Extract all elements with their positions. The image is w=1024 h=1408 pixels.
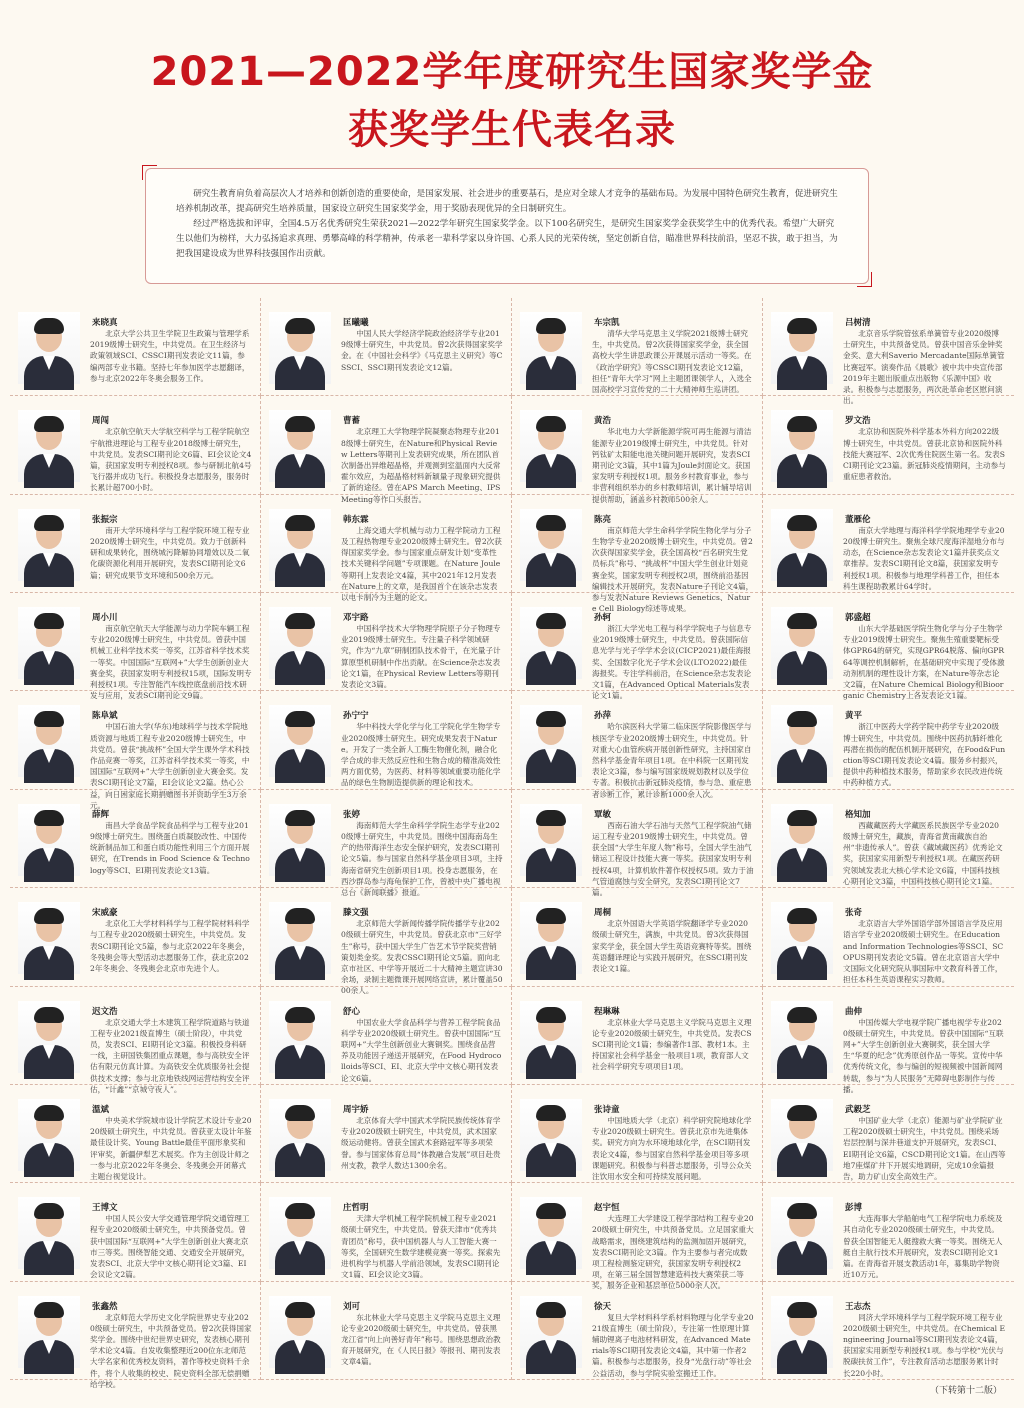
student-bio: 中国人民公安大学交通管理学院交通管理工程专业2020级硕士研究生，中共预备党员。曾获中国国际“互联网+”大学生创新创业大赛北京市三等奖。围绕智能交通、交通安全开展研究，发表SCI、北京大学中文核心期刊论文3篇、EI会议论文2篇。 [90,1214,250,1280]
student-bio: 南京航空航天大学能源与动力学院车辆工程专业2020级博士研究生，中共党员。曾获中国机械工业科学技术奖一等奖，江苏省科学技术奖一等奖。中国国际“互联网+”大学生创新创业大赛金奖，获国家发明专利授权15项，国际发明专利授权1项。专注智能汽车线控底盘前沿技术研发与应用，发表SCI期刊论文9篇。 [90,624,252,701]
intro-paragraph: 研究生教育肩负着高层次人才培养和创新创造的重要使命，是国家发展、社会进步的重要基石，是应对全球人才竞争的基础布局。为发展中国特色研究生教育，促进研究生培养机制改革，提高研究生培养质量，国家设立研究生国家奖学金，用于奖励表现优异的全日制研究生。 [176,189,838,214]
student-name: 刘可 [343,1301,361,1312]
student-photo [771,1296,833,1368]
student-name: 格知加 [845,809,871,820]
student-photo [771,705,833,777]
student-bio: 南京师范大学生命科学学院生物化学与分子生物学专业2020级博士研究生，中共党员。曾2次获得国家奖学金，获全国高校“百名研究生党员标兵”称号、“挑战杯”中国大学生创业计划竞赛金奖，国家发明专利授权2项，围绕前沿基因编辑技术开展研究，发表Nature子刊论文4篇，参与发表Nature Reviews Genetics、Nature Cell Biology综述等成果。 [592,525,754,614]
page-title-line2: 获奖学生代表名录 [348,107,676,153]
student-photo [771,1001,833,1073]
student-name: 曲伸 [845,1006,863,1017]
student-bio: 中国科学技术大学物理学院原子分子物理专业2019级博士研究生。专注量子科学领域研究，作为“九章”研制团队技术骨干，在光量子计算原型机研制中作出贡献。在Science杂志发表论文1篇，在Physical Review Letters等期刊发表论文3篇。 [341,624,501,690]
student-name: 孙宁宁 [343,711,369,722]
student-name: 邓宇路 [343,613,369,624]
student-bio: 北京大学公共卫生学院卫生政策与管理学系2019级博士研究生，中共党员。在卫生经济与政策领域SCI、CSSCI期刊发表论文11篇，参编两部专业书籍。坚持七年参加医学志愿翻译，参与北京2022年冬奥会服务工作。 [90,329,250,383]
student-name: 宋威豪 [92,908,118,919]
student-name: 舒心 [343,1006,361,1017]
student-name: 武毅芝 [845,1104,871,1115]
student-name: 孙轲 [594,613,612,624]
student-name: 匡曦曦 [343,318,369,328]
student-grid [10,298,1014,1389]
student-bio: 北京师范大学新闻传播学院传播学专业2020级硕士研究生，中共党员。曾获北京市“三好学生”称号，获中国大学生广告艺术节学院奖营销策划类金奖。发表CSSCI期刊论文5篇。面向北京市社区、中学等开展近二十大精神主题宣讲30余场，录制主题微课开展网络宣讲，累计覆盖5000余人。 [341,919,503,996]
student-bio: 南昌大学食品学院食品科学与工程专业2019级博士研究生。围绕蛋白质凝胶改性、中国传统新制品加工和蛋白质功能性利用三个方面开展研究，在Trends in Food Science & Technology等SCI、EI期刊发表论文13篇。 [90,820,250,875]
student-card [10,593,261,701]
student-photo [771,902,833,974]
student-card [261,987,512,1085]
student-name: 薛辉 [92,809,110,820]
student-bio: 中国人民大学经济学院政治经济学专业2019级博士研究生，中共党员。曾2次获得国家奖学金。在《中国社会科学》《马克思主义研究》等CSSCI、SSCI期刊发表论文12篇。 [341,329,503,372]
student-bio: 上海交通大学机械与动力工程学院动力工程及工程热物理专业2020级博士研究生。曾2次获得国家奖学金。参与国家重点研发计划“变革性技术关键科学问题”专项课题。在Nature Joule等期刊上发表论文4篇，其中2021年12月发表在Nature上的文章，是我国首个在该杂志发表以电卡制冷为主题的论文。 [341,525,502,602]
student-card [10,1183,261,1281]
student-card [10,888,261,986]
student-bio: 清华大学马克思主义学院2021级博士研究生，中共党员。曾2次获得国家奖学金，获全国高校大学生讲思政课公开课展示活动一等奖。在《政治学研究》等CSSCI期刊发表论文12篇，担任“青年大学习”网上主题团课领学人，入选全国高校学习宣传党的二十大精神师生巡讲团。 [592,329,752,395]
student-bio: 浙江中医药大学药学院中药学专业2020级博士研究生，中共党员。围绕中医药抗肺纤维化再潜在损伤的配伍机制开展研究，在Food&Function等SCI期刊发表论文4篇。服务乡村振兴，提供中药种植技术服务，帮助家乡农民改进传统中药种植方式。 [843,722,1006,788]
student-card [261,691,512,789]
student-card [763,691,1014,789]
student-card [261,1085,512,1183]
student-photo [520,509,582,581]
student-name: 溫斌 [92,1104,110,1115]
student-name: 覃敏 [594,809,612,820]
student-card [512,593,763,701]
student-card [261,790,512,898]
student-bio: 北京师范大学历史文化学院世界史专业2020级硕士研究生，中共预备党员。曾2次获得国家奖学金。围绕中世纪世界史研究，发表核心期刊学术论文4篇。自发收集整理近200位东北师范大学名家和优秀校友资料，著作等校史资料千余件，将个人收集的校史、院史资料全部无偿捐赠给学校。 [90,1312,252,1389]
student-name: 张婷 [343,809,361,820]
student-card [261,888,512,996]
student-photo [18,509,80,581]
student-card [261,396,512,504]
student-photo [269,1099,331,1171]
student-name: 王博文 [92,1203,118,1214]
student-photo [269,410,331,482]
student-name: 曹蓄 [343,416,361,427]
student-card [10,298,261,396]
student-bio: 中国石油大学(华东)地球科学与技术学院地质资源与地质工程专业2020级博士研究生，中共党员。曾获“挑战杯”全国大学生课外学术科技作品竞赛一等奖，江苏省科学技术奖一等奖，中国国际“互联网+”大学生创新创业大赛金奖。发表SCI期刊论文7篇，EI会议论文2篇。热心公益，向日困家庭长期捐赠图书并资助学生3万余元。 [90,722,250,810]
student-name: 车宗凯 [594,318,620,328]
student-photo [269,804,331,876]
student-name: 韩东霖 [343,514,369,525]
student-card [763,396,1014,494]
student-photo [18,312,80,384]
student-photo [269,509,331,581]
student-photo [771,804,833,876]
student-bio: 同济大学环境科学与工程学院环境工程专业2020级硕士研究生，中共党员。在Chemical Engineering Journal等SCI期刊发表论文4篇，获国家实用新型专利授权1项。参与学校“光伏与脱碳扶贫工作”，专注教育活动志愿服务累计时长220小时。 [843,1312,1006,1378]
student-photo [520,1099,582,1171]
student-photo [520,1197,582,1269]
student-photo [520,607,582,679]
student-bio: 北京外国语大学英语学院翻译学专业2020级硕士研究生，满族，中共党员。曾3次获得国家奖学金，获全国大学生英语竞赛特等奖。围绕英语翻译理论与实践开展研究，在SSCI期刊发表论文1篇。 [592,919,752,973]
student-photo [269,607,331,679]
student-photo [771,1197,833,1269]
student-card [261,593,512,691]
student-photo [18,1001,80,1073]
student-card [261,298,512,396]
student-name: 王志杰 [845,1301,871,1312]
student-name: 彭博 [845,1203,863,1214]
student-card [10,691,261,810]
student-name: 迟文浩 [92,1006,118,1017]
student-photo [771,509,833,581]
student-card [763,987,1014,1094]
student-card [512,298,763,396]
student-bio: 北京化工大学材料科学与工程学院材料科学与工程专业2020级硕士研究生，中共党员。发表SCI期刊论文5篇，参与北京2022年冬奥会，冬残奥会等大型活动志愿服务工作，获北京2022年冬奥会、冬残奥会北京市先进个人。 [90,919,250,973]
student-photo [269,312,331,384]
student-name: 程琳琳 [594,1006,620,1017]
student-photo [520,312,582,384]
student-bio: 南开大学环境科学与工程学院环境工程专业2020级博士研究生，中共党员。致力于创新科研和成果转化，围绕城污降解协同增效以及二氧化碳资源化利用开展研究，发表SCI期刊论文6篇；研究成果节支环境和500余万元。 [90,525,250,580]
student-card [763,790,1014,888]
student-card [261,1282,512,1380]
student-photo [269,902,331,974]
student-name: 周宇娇 [343,1104,369,1115]
student-card [512,495,763,614]
student-bio: 北京航空航天大学航空科学与工程学院航空宇航推进理论与工程专业2018级博士研究生，中共党员。发表SCI期刊论文6篇、EI会议论文4篇，获国家发明专利授权8项。参与研制北航4号飞行器并成功飞行。积极投身志愿服务，服务时长累计超700小时。 [90,427,252,493]
student-card [10,790,261,888]
student-name: 董雁伦 [845,514,871,525]
student-card [512,888,763,986]
student-photo [520,1001,582,1073]
student-card [763,593,1014,701]
student-bio: 华中科技大学化学与化工学院化学生物学专业2020级博士研究生。研究成果发表于Nature。开发了一类全新人工酶生物催化剂，融合化学合成的非天然反应性和生物合成的精准高效性两方面优势，为医药、材料等领域重要功能化学品的绿色生物制造提供新的理论和技术。 [341,722,501,788]
student-name: 周闯 [92,416,110,427]
student-card [261,495,512,602]
student-card [512,396,763,504]
student-card [10,495,261,593]
student-photo [18,804,80,876]
student-name: 周桐 [594,908,612,919]
student-bio: 北京音乐学院管弦系单簧管专业2020级博士研究生，中共预备党员。曾获中国音乐金钟奖金奖、意大利Saverio Mercadante国际单簧管比赛冠军。演奏作品《晨歌》被中共中央宣传部2019年主题出版重点出版物《乐源中国》收录。积极参与志愿服务，两次赴革命老区慰问演出。 [843,329,1005,406]
student-bio: 西南石油大学石油与天然气工程学院油气储运工程专业2019级博士研究生，中共党员。曾获全国“大学生年度人物”称号，全国大学生油气储运工程设计技能大赛一等奖。获国家发明专利授权4项，计算机软件著作权授权5项。致力于油气管道腐蚀与安全研究，发表SCI期刊论文7篇。 [592,820,754,898]
student-photo [18,410,80,482]
student-bio: 哈尔滨医科大学第二临床医学院影像医学与核医学专业2020级博士研究生，中共党员。针对重大心血管疾病开展创新性研究，主持国家自然科学基金青年项目1项。在中科院一区期刊发表论文3篇，参与编写国家级规划教材以及学位专著。积极抗击新冠肺炎疫情，参与急、重症患者诊断工作，累计诊断1000余人次。 [592,722,752,799]
student-card [512,691,763,799]
student-name: 陈亮 [594,514,612,525]
student-bio: 中国农业大学食品科学与营养工程学院食品科学专业2020级硕士研究生。曾获中国国际“互联网+”大学生创新创业大赛铜奖。围绕食品营养及功能因子递送开展研究，在Food Hydrocolloids等SCI、EI、北京大学中文核心期刊发表论文6篇。 [341,1017,502,1083]
student-card [10,1282,261,1389]
student-bio: 海南师范大学生命科学学院生态学专业2020级博士研究生，中共党员。围绕中国海南岛生产的热带海洋生态安全保护研究，发表SCI期刊论文5篇。参与国家自然科学基金项目3项，主持海南省研究生创新项目1项。投身志愿服务，在西沙群岛参与海龟保护工作，曾被中央广播电视总台《新闻联播》报道。 [341,820,503,898]
student-photo [18,1197,80,1269]
student-photo [771,410,833,482]
student-card [763,888,1014,986]
student-bio: 天津大学机械工程学院机械工程专业2021级硕士研究生，中共党员。曾获天津市“优秀共青团员”称号，获中国机器人与人工智能大赛一等奖，全国研究生数学建模竞赛一等奖。探索先进机构学与机器人学前沿领域，发表SCI期刊论文1篇、EI会议论文3篇。 [341,1214,501,1280]
page-title-line1: 2021—2022学年度研究生国家奖学金 [150,49,874,95]
student-bio: 北京体育大学中国武术学院民族传统体育学专业2020级硕士研究生，中共党员，武术国家级运动健将。曾获全国武术套路冠军等多项荣誉。参与国家体育总局“体教融合发展”项目赴贵州支教，教学人数达1300余名。 [341,1115,501,1170]
student-card [512,1183,763,1291]
student-bio: 北京语言大学外国语学部外国语言学及应用语言学专业2020级硕士研究生。在Education and Information Technologies等SSCI、SCOPUS期刊发表论文5篇。曾在北京语言大学中文国际文化研究院从事国际中文教育科普工作，担任本科生英语课程实习教师。 [843,919,1004,985]
student-card [10,1085,261,1183]
student-photo [520,804,582,876]
student-name: 张诗童 [594,1104,620,1115]
student-photo [18,1099,80,1171]
student-bio: 华北电力大学新能源学院可再生能源与清洁能源专业2019级博士研究生，中共党员。针对钙钛矿太阳能电池关键问题开展研究，发表SCI期刊论文3篇，其中1篇为Joule封面论文。获国家发明专利授权1项。服务乡村教育事业，参与非营利组织举办的乡村教师培训，累计辅导培训提供帮助，涵盖乡村教师500余人。 [592,427,752,504]
student-card [763,1183,1014,1281]
student-photo [771,607,833,679]
student-photo [269,1001,331,1073]
student-card [10,987,261,1094]
student-name: 陈阜斌 [92,711,118,722]
student-name: 来晓真 [92,318,118,328]
student-bio: 北京林业大学马克思主义学院马克思主义理论专业2020级硕士研究生，中共党员。发表CSSCI期刊论文1篇；参编著作1部、教材1本。主持国家社会科学基金一般项目1项，教育部人文社会科学研究专项项目1项。 [592,1017,752,1072]
student-card [763,1282,1014,1380]
student-name: 罗文浩 [845,416,871,427]
student-bio: 南京大学地理与海洋科学学院地理学专业2020级博士研究生。聚焦全球尺度海洋湿地分布与动态，在Science杂志发表论文1篇并获奖点文章推荐。发表SCI期刊论文8篇，获国家发明专利授权1项。积极参与地理学科普工作，担任本科生课程助教累计64学时。 [843,525,1005,591]
student-name: 赵宇恒 [594,1203,620,1214]
student-bio: 中国传媒大学电视学院广播电视学专业2020级硕士研究生，中共党员。曾获中国国际“互联网+”大学生创新创业大赛铜奖，获全国大学生“华夏的纪念”优秀原创作品一等奖。宣传中华优秀传统文化，参与编创的短视频被中国新闻网转载，参与“为人民服务”无障碍电影制作与传播。 [843,1017,1004,1094]
student-name: 孙萍 [594,711,612,722]
student-bio: 东北林业大学马克思主义学院马克思主义理论专业2020级硕士研究生，中共党员。曾获黑龙江省“向上向善好青年”称号。围绕思想政治教育开展研究，在《人民日报》等报刊、期刊发表文章4篇。 [341,1312,501,1367]
student-bio: 北京理工大学物理学院凝聚态物理专业2018级博士研究生，在Nature和Physical Review Letters等期刊上发表研究成果，所在团队首次制备出异维超晶格，并观测到室温面内大反常霍尔效应，为超晶格材料新颖量子现象研究提供了新的途径。曾在APS March Meeting、IPS Meeting等作口头报告。 [341,427,501,504]
student-card [763,495,1014,593]
student-name: 张奇 [845,908,863,919]
student-photo [520,1296,582,1368]
continued-note: （下转第十二版） [929,1386,1002,1396]
intro-box [145,168,869,284]
student-photo [18,902,80,974]
student-name: 郭盛超 [845,613,871,624]
student-photo [771,1099,833,1171]
student-name: 滕文强 [343,908,369,919]
student-photo [520,410,582,482]
student-bio: 大连海事大学船舶电气工程学院电力系统及其自动化专业2020级硕士研究生，中共党员。曾获全国智能无人艇搜救大赛一等奖。围绕无人艇自主航行技术开展研究，发表SCI期刊论文1篇。在青海省开展支教活动1年，募集助学物资近10万元。 [843,1214,1003,1280]
student-name: 周小川 [92,613,118,624]
student-photo [269,1197,331,1269]
student-name: 庄哲明 [343,1203,369,1214]
student-bio: 浙江大学光电工程与科学学院电子与信息专业2019级博士研究生，中共党员。曾获国际信息光学与光子学学术会议(CICP2021)最佳海报奖、全国数字化光子学术会议(LTO2022)最佳海报奖。专注学科前沿，在Science杂志发表论文1篇，在Advanced Optical Materials发表论文1篇。 [592,624,752,701]
student-card [763,1085,1014,1183]
student-card [512,1085,763,1183]
student-name: 张鑫然 [92,1301,118,1312]
student-bio: 中央美术学院城市设计学院艺术设计专业2020级硕士研究生，中共党员。曾获亚太设计年鉴最佳设计奖、Young Battle最佳平面形象奖和评审奖，新疆伊犁艺术展奖。作为主创设计师之一参与北京2022年冬奥会、冬残奥会开闭幕式主题台视觉设计。 [90,1115,252,1181]
student-name: 张振宗 [92,514,118,525]
student-card [512,987,763,1085]
student-card [10,396,261,494]
student-bio: 山东大学基础医学院生物化学与分子生物学专业2019级博士研究生。聚焦生殖重要靶标受体GPR64的研究，实现GPR64脱落、偏向GPR64等调控机制解析，在基础研究中实现了受体激动剂机制的理性设计方案，在Nature等杂志论文2篇，在Nature Chemical Biology和Bioorganic Chemistry上各发表论文1篇。 [843,624,1005,701]
student-name: 黄浩 [594,416,612,427]
student-card [763,298,1014,406]
student-photo [18,705,80,777]
student-card [512,790,763,898]
student-bio: 西藏藏医药大学藏医系民族医学专业2020级博士研究生，藏族，青海省黄南藏族自治州“非遗传承人”。曾获《藏域藏医药》优秀论文奖，获国家实用新型专利授权1项。在藏医药研究领域发表北大核心学术论文6篇，中国科技核心期刊论文3篇，中国科技核心期刊论文1篇。 [843,820,1003,886]
student-photo [18,1296,80,1368]
student-photo [18,607,80,679]
student-bio: 中国矿业大学（北京）能源与矿业学院矿业工程2020级硕士研究生，中共党员。围绕采场岩层控制与深井巷道支护开展研究，发表SCI、EI期刊论文6篇，CSCD期刊论文1篇。在山西等地7座煤矿井下开展实地调研，完成10余篇报告，助力矿山安全高效生产。 [843,1115,1006,1181]
student-name: 吕树清 [845,318,871,328]
student-photo [269,705,331,777]
student-bio: 北京协和医院外科学基本外科方向2022级博士研究生，中共党员。曾获北京协和医院外科技能大赛冠军、2次优秀住院医生第一名。发表SCI期刊论文23篇。新冠肺炎疫情期间，主动参与重症患者救治。 [843,427,1006,482]
student-photo [520,705,582,777]
student-name: 徐天 [594,1301,612,1312]
intro-paragraph: 经过严格选拔和评审，全国4.5万名优秀研究生荣获2021—2022学年研究生国家奖学金。以下100名研究生，是研究生国家奖学金获奖学生中的优秀代表。希望广大研究生以他们为榜样，大力弘扬追求真理、勇攀高峰的科学精神，传承老一辈科学家以身许国、心系人民的光荣传统，坚定创新自信，瞄准世界科技前沿，坚忍不拔，敢于担当，为把我国建设成为世界科技强国作出贡献。 [176,219,838,259]
student-bio: 复旦大学材料科学系材料物理与化学专业2021级直博生（硕士阶段），专注第一性原理计算辅助锂离子电池材料研发，在Advanced Materials等SCI期刊发表论文4篇，其中第一作者2篇。积极参与志愿服务，投身“光盘行动”等社会公益活动，参与学院实验室搬迁工作。 [592,1312,754,1378]
student-bio: 大连理工大学建设工程学部结构工程专业2020级硕士研究生，中共预备党员。立足国家重大战略需求，围绕建筑结构的监测加固开展研究，发表SCI期刊论文3篇。作为主要参与者完成数项工程检测鉴定研究，获国家发明专利授权2项，在第三届全国智慧建造科技大赛荣获二等奖，服务企业和基层单位5000余人次。 [592,1214,754,1291]
student-photo [269,1296,331,1368]
student-bio: 中国地质大学（北京）科学研究院地球化学专业2020级硕士研究生。曾获北京市先进集体奖。研究方向为水环境地球化学，在SCI期刊发表论文4篇，参与国家自然科学基金项目等多项课题研究。积极参与科普志愿服务，引导公众关注饮用水安全和可持续发展问题。 [592,1115,752,1181]
student-bio: 北京交通大学土木建筑工程学院道路与铁道工程专业2021级直博生（硕士阶段），中共党员，发表SCI、EI期刊论文3篇。积极投身科研一线，主研国铁集团重点课题，参与高铁安全评估有限元仿真计算。为高铁安全优质服务社会提供技术支撑；参与北京地铁线网运营结构安全评估，“计鑫”“京城守夜人”。 [90,1017,250,1094]
student-photo [520,902,582,974]
student-card [261,1183,512,1281]
student-name: 黄平 [845,711,863,722]
student-card [512,1282,763,1380]
student-photo [771,312,833,384]
